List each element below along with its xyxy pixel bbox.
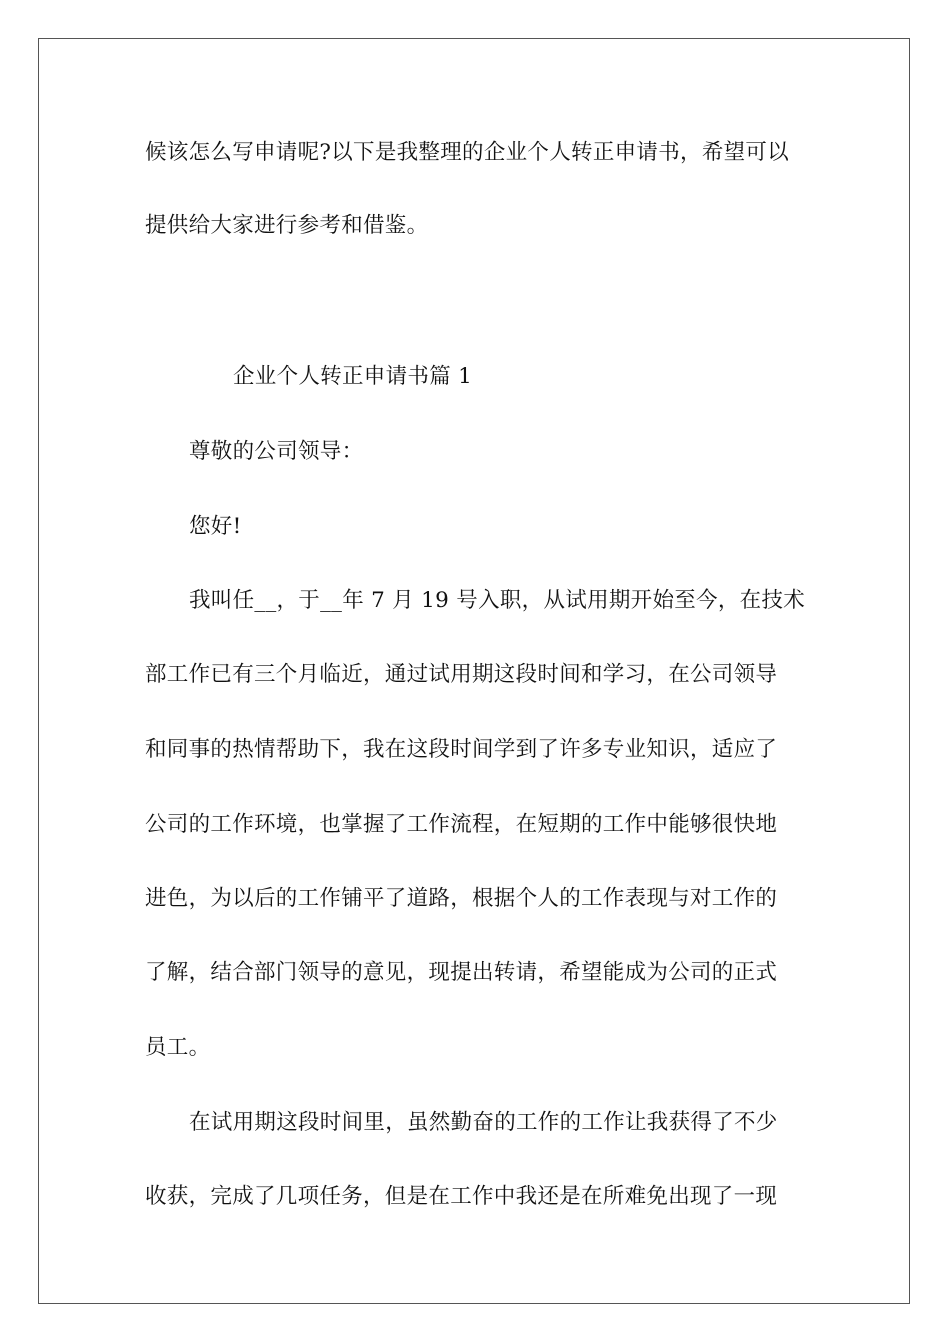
salutation: 尊敬的公司领导： (189, 439, 364, 464)
greeting: 您好! (189, 514, 242, 539)
paragraph1-line-3: 和同事的热情帮助下，我在这段时间学到了许多专业知识，适应了 (145, 737, 778, 762)
paragraph1-line-6: 了解，结合部门领导的意见，现提出转请，希望能成为公司的正式 (145, 960, 778, 985)
intro-line-1: 候该怎么写申请呢?以下是我整理的企业个人转正申请书，希望可以 (145, 140, 790, 165)
paragraph2-line-2: 收获，完成了几项任务，但是在工作中我还是在所难免出现了一现 (145, 1184, 778, 1209)
paragraph1-line-4: 公司的工作环境，也掌握了工作流程，在短期的工作中能够很快地 (145, 812, 778, 837)
paragraph1-line-5: 进色，为以后的工作铺平了道路，根据个人的工作表现与对工作的 (145, 886, 778, 911)
paragraph1-line-7: 员工。 (145, 1035, 211, 1060)
paragraph2-line-1: 在试用期这段时间里，虽然勤奋的工作的工作让我获得了不少 (189, 1110, 778, 1135)
paragraph1-line-2: 部工作已有三个月临近，通过试用期这段时间和学习，在公司领导 (145, 662, 778, 687)
section-title: 企业个人转正申请书篇 1 (233, 364, 473, 389)
paragraph1-line-1: 我叫任__，于__年 7 月 19 号入职，从试用期开始至今，在技术 (189, 588, 806, 613)
intro-line-2: 提供给大家进行参考和借鉴。 (145, 213, 429, 238)
